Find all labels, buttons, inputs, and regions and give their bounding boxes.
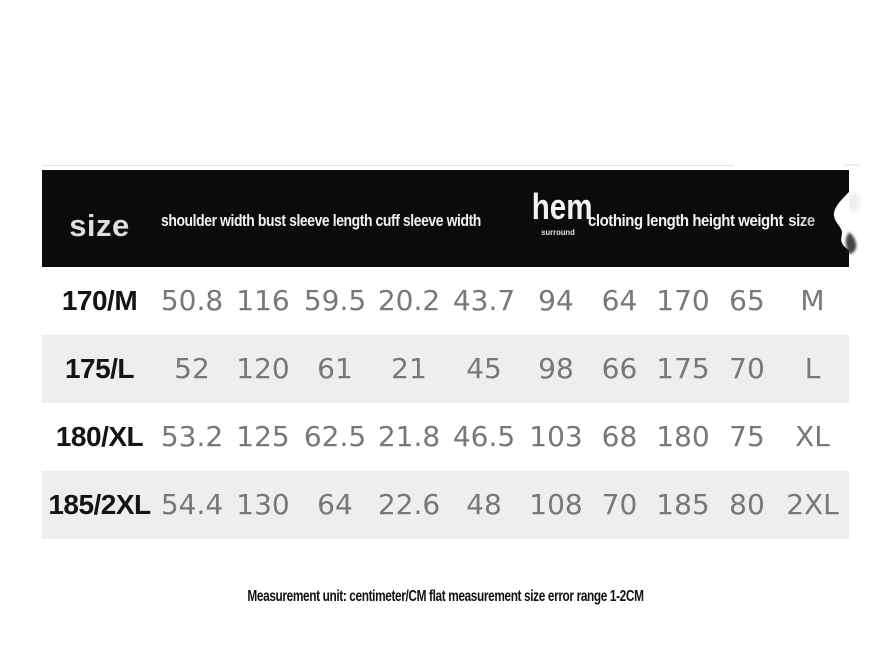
- row-size-label: 180/XL: [55, 421, 144, 452]
- cell-cuff: 21: [391, 352, 427, 385]
- size-column-title: size: [69, 207, 130, 243]
- cell-weight: 65: [729, 284, 765, 317]
- table-row: [42, 403, 849, 471]
- torn-edge-icon: [827, 188, 861, 256]
- cell-shoulder-width: 50.8: [160, 284, 224, 317]
- cell-clothing-length: 66: [601, 352, 638, 385]
- cell-cuff: 21.8: [377, 420, 441, 453]
- cell-height: 185: [656, 488, 710, 521]
- cell-size: XL: [795, 420, 830, 453]
- cell-size: M: [800, 284, 825, 317]
- table-row: [42, 335, 849, 403]
- cell-shoulder-width: 52: [174, 352, 210, 385]
- cell-sleeve-length: 61: [317, 352, 353, 385]
- table-row: [42, 471, 849, 539]
- cell-bust: 120: [236, 352, 290, 385]
- cell-bust: 125: [236, 420, 290, 453]
- size-column-header-right: size: [788, 211, 815, 230]
- cell-hem: 94: [538, 284, 574, 317]
- cell-height: 175: [656, 352, 710, 385]
- cell-weight: 75: [729, 420, 765, 453]
- cell-clothing-length: 64: [601, 284, 638, 317]
- row-size-label: 185/2XL: [48, 489, 151, 520]
- cell-bust: 116: [236, 284, 290, 317]
- cell-cuff: 20.2: [377, 284, 441, 317]
- cell-sleeve-width: 45: [466, 352, 502, 385]
- hem-surround-label: surround: [541, 227, 575, 237]
- cell-sleeve-length: 62.5: [303, 420, 367, 453]
- row-size-label: 170/M: [61, 285, 138, 316]
- cell-sleeve-length: 59.5: [303, 284, 367, 317]
- table-header-bar: [42, 170, 849, 267]
- row-size-label: 175/L: [64, 353, 135, 384]
- hem-column-header: [526, 186, 593, 237]
- cell-sleeve-width: 43.7: [452, 284, 516, 317]
- hem-label: hem: [531, 186, 593, 227]
- cell-sleeve-width: 48: [466, 488, 502, 521]
- top-hairline: [42, 165, 734, 166]
- measurement-note: Measurement unit: centimeter/CM flat measurement size error range 1-2CM: [247, 588, 644, 605]
- cell-hem: 103: [529, 420, 583, 453]
- cell-clothing-length: 70: [601, 488, 638, 521]
- cell-shoulder-width: 54.4: [160, 488, 224, 521]
- cell-size: L: [804, 352, 821, 385]
- cell-weight: 70: [729, 352, 765, 385]
- cell-sleeve-width: 46.5: [452, 420, 516, 453]
- top-hairline-tick: [845, 164, 859, 166]
- size-table-body: [42, 267, 849, 539]
- cell-cuff: 22.6: [377, 488, 441, 521]
- cell-shoulder-width: 53.2: [160, 420, 224, 453]
- column-headers-right: [588, 211, 815, 231]
- cell-height: 180: [656, 420, 710, 453]
- cell-clothing-length: 68: [601, 420, 638, 453]
- column-headers-left: shoulder width bust sleeve length cuff sleeve width: [161, 211, 481, 230]
- cell-height: 170: [656, 284, 710, 317]
- cell-weight: 80: [729, 488, 765, 521]
- cell-size: 2XL: [786, 488, 839, 521]
- column-headers-right-text: clothing length height weight: [588, 211, 784, 230]
- cell-hem: 108: [529, 488, 583, 521]
- cell-sleeve-length: 64: [317, 488, 353, 521]
- cell-hem: 98: [538, 352, 574, 385]
- table-row: [42, 267, 849, 335]
- cell-bust: 130: [236, 488, 290, 521]
